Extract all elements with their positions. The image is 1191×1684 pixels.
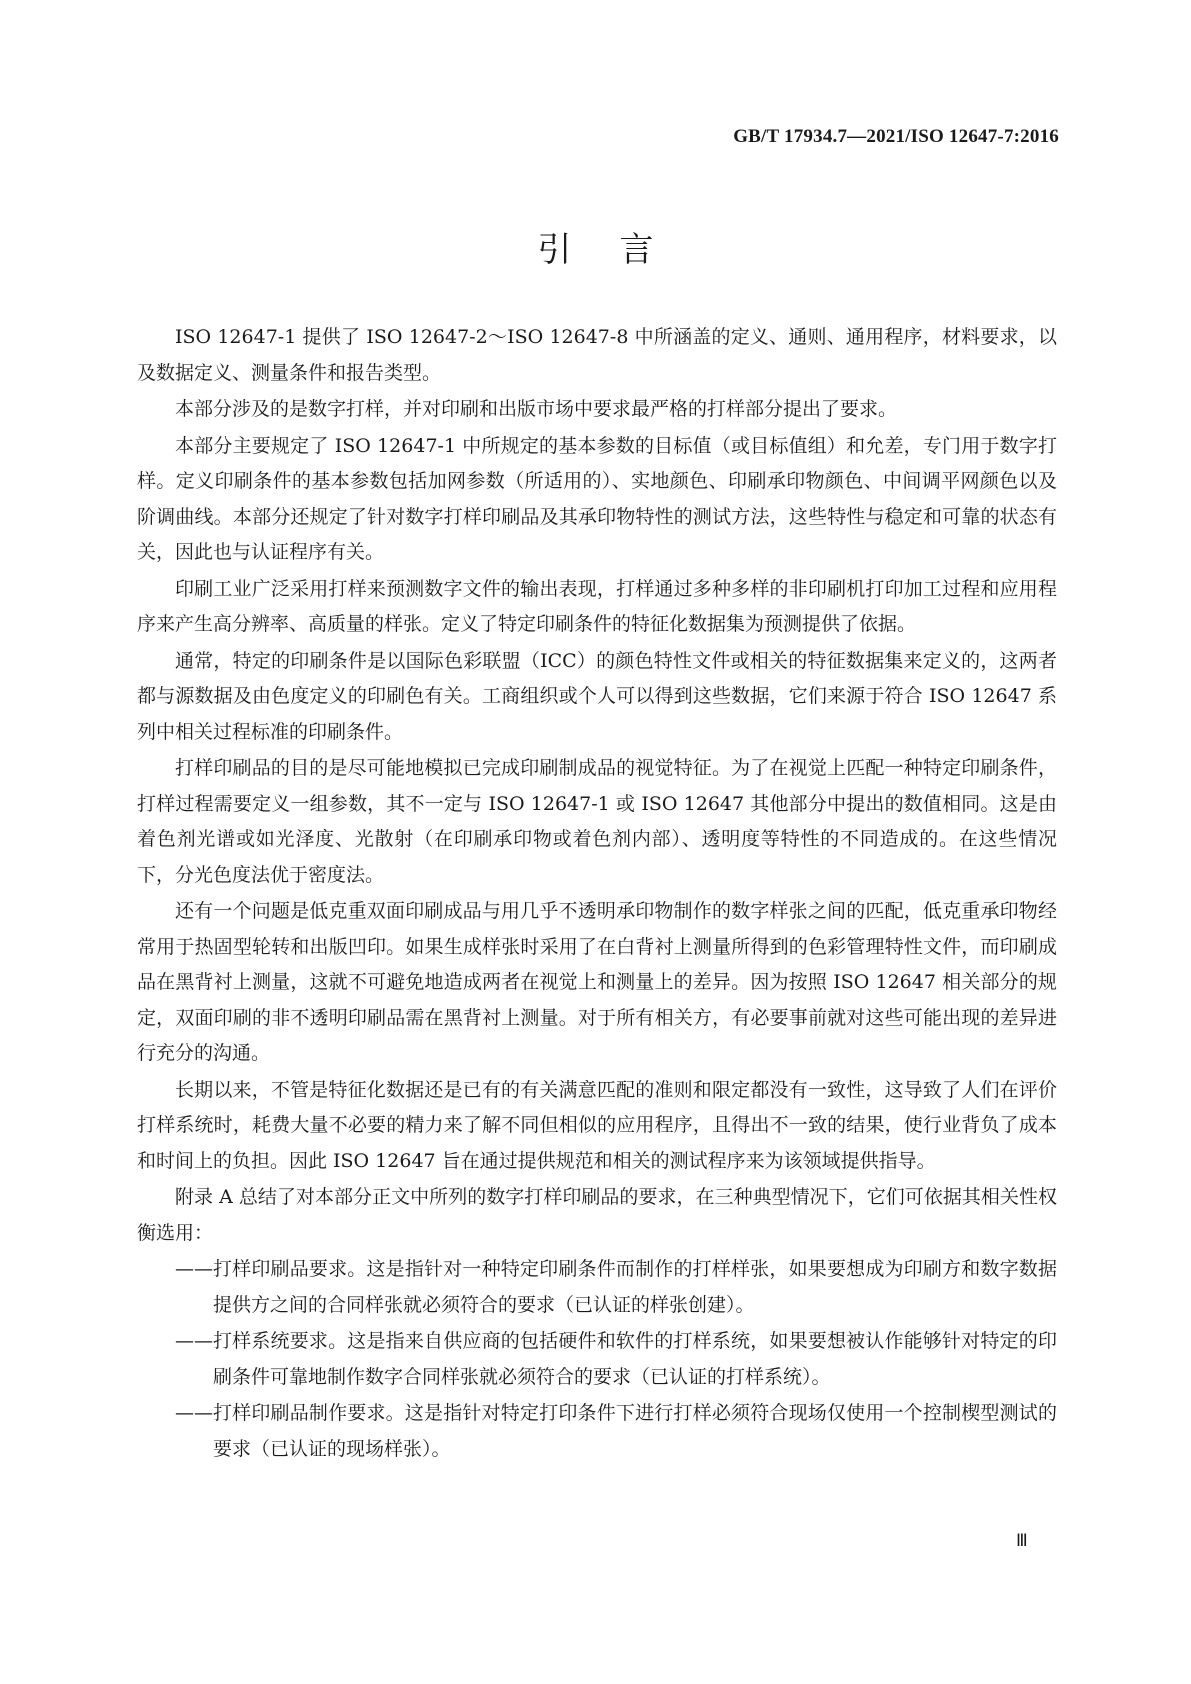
- paragraph: 还有一个问题是低克重双面印刷成品与用几乎不透明承印物制作的数字样张之间的匹配，低克重承印物经常用于热固型轮转和出版凹印。如果生成样张时采用了在白背衬上测量所得到的色彩管理特性文件，而印刷成品在黑背衬上测量，这就不可避免地造成两者在视觉上和测量上的差异。因为按照 ISO 12647 相关部分的规定，双面印刷的非不透明印刷品需在黑背衬上测量。对于所有相关方，有必要事前就对这些可能出现的差异进行充分的沟通。: [137, 900, 1057, 1064]
- paragraph: 长期以来，不管是特征化数据还是已有的有关满意匹配的准则和限定都没有一致性，这导致了人们在评价打样系统时，耗费大量不必要的精力来了解不同但相似的应用程序，且得出不一致的结果，使行业背负了成本和时间上的负担。因此 ISO 12647 旨在通过提供规范和相关的测试程序来为该领域提供指导。: [137, 1078, 1057, 1172]
- list-item-text: 打样印刷品要求。这是指针对一种特定印刷条件而制作的打样样张，如果要想成为印刷方和数字数据提供方之间的合同样张就必须符合的要求（已认证的样张创建）。: [213, 1258, 1057, 1316]
- paragraph: 印刷工业广泛采用打样来预测数字文件的输出表现，打样通过多种多样的非印刷机打印加工过程和应用程序来产生高分辨率、高质量的样张。定义了特定印刷条件的特征化数据集为预测提供了依据。: [137, 577, 1057, 635]
- paragraph: 本部分主要规定了 ISO 12647-1 中所规定的基本参数的目标值（或目标值组）和允差，专门用于数字打样。定义印刷条件的基本参数包括加网参数（所适用的）、实地颜色、印刷承印物颜色、中间调平网颜色以及阶调曲线。本部分还规定了针对数字打样印刷品及其承印物特性的测试方法，这些特性与稳定和可靠的状态有关，因此也与认证程序有关。: [137, 434, 1057, 563]
- list-item-text: 打样系统要求。这是指来自供应商的包括硬件和软件的打样系统，如果要想被认作能够针对特定的印刷条件可靠地制作数字合同样张就必须符合的要求（已认证的打样系统）。: [213, 1330, 1057, 1388]
- page-title: 引言: [537, 230, 702, 270]
- page-number: Ⅲ: [1016, 1531, 1028, 1550]
- list-dash: ——: [175, 1330, 213, 1352]
- list-item: [137, 1324, 1057, 1395]
- paragraph: ISO 12647-1 提供了 ISO 12647-2～ISO 12647-8 中所涵盖的定义、通则、通用程序，材料要求，以及数据定义、测量条件和报告类型。: [137, 326, 1057, 384]
- list-dash: ——: [175, 1258, 213, 1280]
- paragraph: 附录 A 总结了对本部分正文中所列的数字打样印刷品的要求，在三种典型情况下，它们可依据其相关性权衡选用：: [137, 1186, 1057, 1244]
- list-dash: ——: [175, 1402, 213, 1424]
- paragraph: 通常，特定的印刷条件是以国际色彩联盟（ICC）的颜色特性文件或相关的特征数据集来定义的，这两者都与源数据及由色度定义的印刷色有关。工商组织或个人可以得到这些数据，它们来源于符合 ISO 12647 系列中相关过程标准的印刷条件。: [137, 649, 1057, 743]
- list-item: [137, 1252, 1057, 1323]
- paragraph: 打样印刷品的目的是尽可能地模拟已完成印刷制成品的视觉特征。为了在视觉上匹配一种特定印刷条件，打样过程需要定义一组参数，其不一定与 ISO 12647-1 或 ISO 12647 其他部分中提出的数值相同。这是由着色剂光谱或如光泽度、光散射（在印刷承印物或着色剂内部）、透明度等特性的不同造成的。在这些情况下，分光色度法优于密度法。: [137, 757, 1057, 886]
- list-item: [137, 1396, 1057, 1467]
- list-item-text: 打样印刷品制作要求。这是指针对特定打印条件下进行打样必须符合现场仅使用一个控制楔型测试的要求（已认证的现场样张）。: [213, 1402, 1057, 1460]
- document-body: [137, 320, 1057, 1468]
- standard-code: GB/T 17934.7—2021/ISO 12647-7:2016: [733, 126, 1059, 147]
- paragraph: 本部分涉及的是数字打样，并对印刷和出版市场中要求最严格的打样部分提出了要求。: [175, 398, 898, 420]
